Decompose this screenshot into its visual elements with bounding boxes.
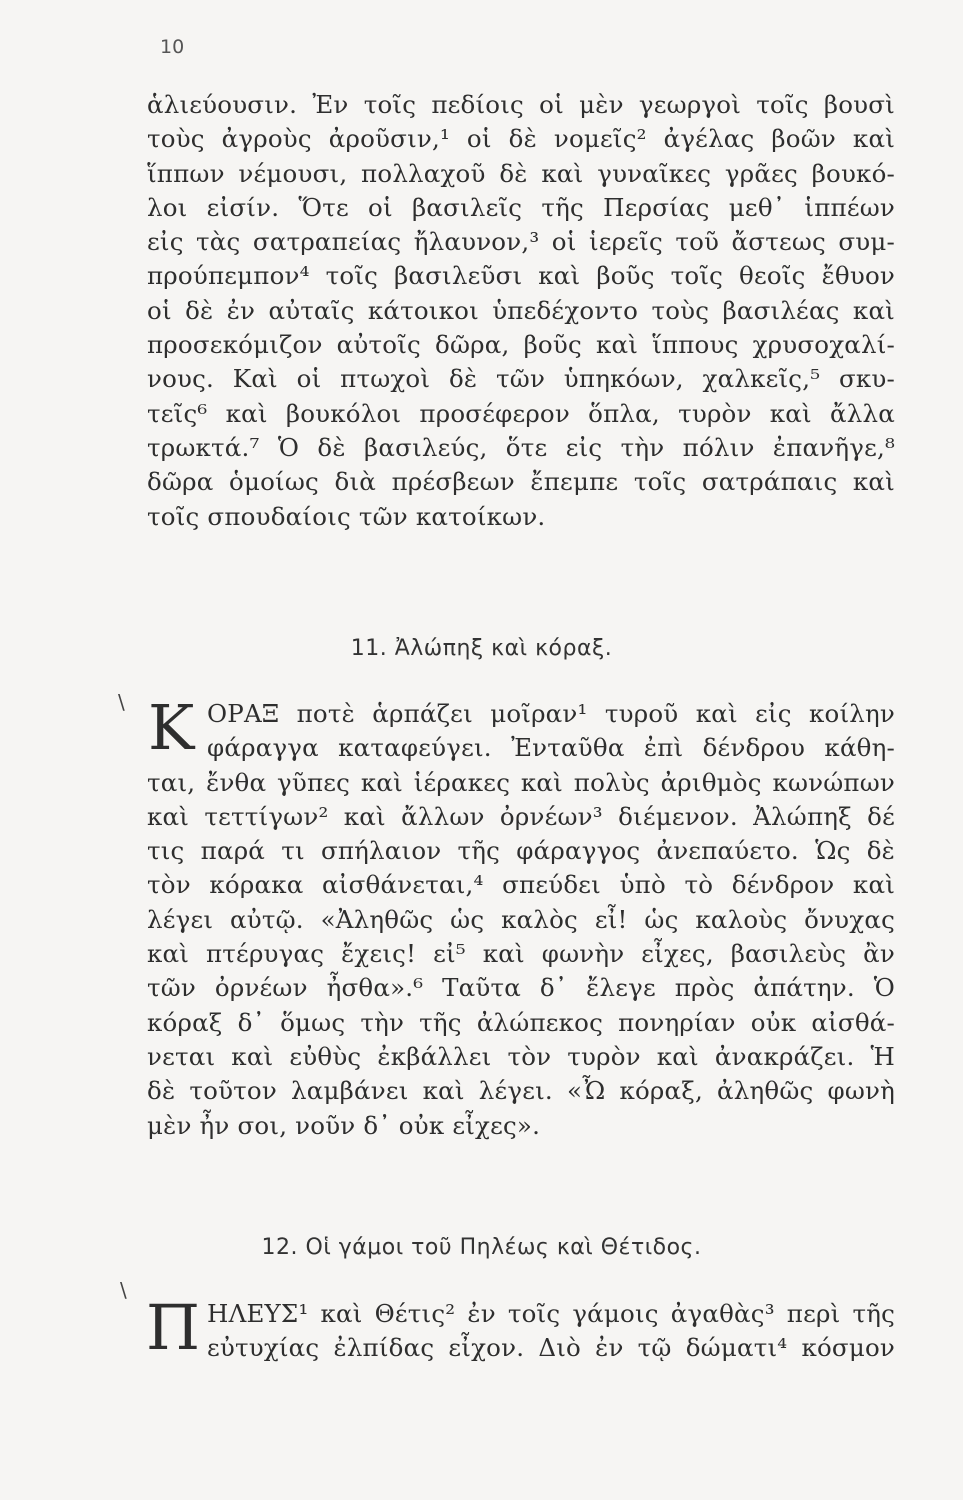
- page-number: 10: [160, 36, 185, 58]
- drop-cap: Κ: [148, 691, 195, 764]
- text-line: ἵππων νέμουσι, πολλαχοῦ δὲ καὶ γυναῖκες γρᾶες βουκό-: [147, 158, 895, 188]
- text-line: καὶ πτέρυγας ἔχεις! εἰ⁵ καὶ φωνὴν εἶχες, βασιλεὺς ἂν: [147, 939, 895, 969]
- text-line: τὸν κόρακα αἰσθάνεται,⁴ σπεύδει ὑπὸ τὸ δένδρον καὶ: [147, 870, 895, 900]
- text-line: ΟΡΑΞ ποτὲ ἁρπάζει μοῖραν¹ τυροῦ καὶ εἰς κοίλην: [207, 699, 895, 728]
- text-line: οἱ δὲ ἐν αὐταῖς κάτοικοι ὑπεδέχοντο τοὺς βασιλέας καὶ: [147, 295, 895, 325]
- text-line: τοῖς σπουδαίοις τῶν κατοίκων.: [147, 501, 546, 531]
- text-line: τῶν ὀρνέων ἦσθα».⁶ Ταῦτα δ᾽ ἔλεγε πρὸς ἀπάτην. Ὁ: [147, 973, 895, 1003]
- text-line: νους. Καὶ οἱ πτωχοὶ δὲ τῶν ὑπηκόων, χαλκεῖς,⁵ σκυ-: [147, 364, 895, 394]
- text-line: τεῖς⁶ καὶ βουκόλοι προσέφερον ὅπλα, τυρὸν καὶ ἄλλα: [147, 398, 895, 428]
- paragraph-fox-and-crow: [147, 691, 895, 1143]
- text-line: εἰς τὰς σατραπείας ἤλαυνον,³ οἱ ἱερεῖς τοῦ ἄστεως συμ-: [147, 227, 895, 257]
- text-line: εὐτυχίας ἐλπίδας εἶχον. Διὸ ἐν τῷ δώματι⁴ κόσμον: [207, 1333, 895, 1363]
- margin-mark: \: [120, 1278, 127, 1302]
- margin-mark: \: [118, 690, 125, 714]
- text-line: φάραγγα καταφεύγει. Ἐνταῦθα ἐπὶ δένδρου κάθη-: [207, 733, 895, 763]
- drop-cap: Π: [146, 1291, 201, 1364]
- section-heading-12: 12. Οἱ γάμοι τοῦ Πηλέως καὶ Θέτιδος.: [261, 1235, 702, 1260]
- section-heading-11: 11. Ἀλώπηξ καὶ κόραξ.: [350, 636, 613, 661]
- text-line: ΗΛΕΥΣ¹ καὶ Θέτις² ἐν τοῖς γάμοις ἀγαθὰς³ περὶ τῆς: [207, 1299, 895, 1328]
- text-line: ἁλιεύουσιν. Ἐν τοῖς πεδίοις οἱ μὲν γεωργοὶ τοῖς βουσὶ: [147, 90, 895, 119]
- text-line: προύπεμπον⁴ τοῖς βασιλεῦσι καὶ βοῦς τοῖς θεοῖς ἔθυον: [147, 261, 895, 291]
- paragraph-section-10-end: [147, 88, 895, 534]
- text-line: τις παρά τι σπήλαιον τῆς φάραγγος ἀνεπαύετο. Ὡς δὲ: [147, 836, 895, 866]
- text-line: μὲν ἦν σοι, νοῦν δ᾽ οὐκ εἶχες».: [147, 1110, 541, 1140]
- text-line: δὲ τοῦτον λαμβάνει καὶ λέγει. «Ὦ κόραξ, ἀληθῶς φωνὴ: [147, 1076, 895, 1106]
- text-line: τρωκτά.⁷ Ὁ δὲ βασιλεύς, ὅτε εἰς τὴν πόλιν ἐπανῆγε,⁸: [147, 432, 895, 462]
- text-line: προσεκόμιζον αὐτοῖς δῶρα, βοῦς καὶ ἵππους χρυσοχαλί-: [147, 330, 895, 360]
- text-line: δῶρα ὁμοίως διὰ πρέσβεων ἔπεμπε τοῖς σατράπαις καὶ: [147, 467, 895, 497]
- text-line: τοὺς ἀγροὺς ἀροῦσιν,¹ οἱ δὲ νομεῖς² ἀγέλας βοῶν καὶ: [147, 124, 895, 154]
- text-line: νεται καὶ εὐθὺς ἐκβάλλει τὸν τυρὸν καὶ ἀνακράζει. Ἡ: [147, 1041, 895, 1071]
- text-line: λέγει αὐτῷ. «Ἀληθῶς ὡς καλὸς εἶ! ὡς καλοὺς ὄνυχας: [147, 904, 895, 934]
- text-line: λοι εἰσίν. Ὅτε οἱ βασιλεῖς τῆς Περσίας μεθ᾽ ἱππέων: [147, 192, 895, 222]
- paragraph-peleus-thetis: [146, 1291, 895, 1366]
- text-line: καὶ τεττίγων² καὶ ἄλλων ὀρνέων³ διέμενον. Ἀλώπηξ δέ: [147, 801, 895, 831]
- text-line: ται, ἔνθα γῦπες καὶ ἱέρακες καὶ πολὺς ἀριθμὸς κωνώπων: [147, 767, 895, 797]
- text-line: κόραξ δ᾽ ὅμως τὴν τῆς ἀλώπεκος πονηρίαν οὐκ αἰσθά-: [147, 1007, 895, 1037]
